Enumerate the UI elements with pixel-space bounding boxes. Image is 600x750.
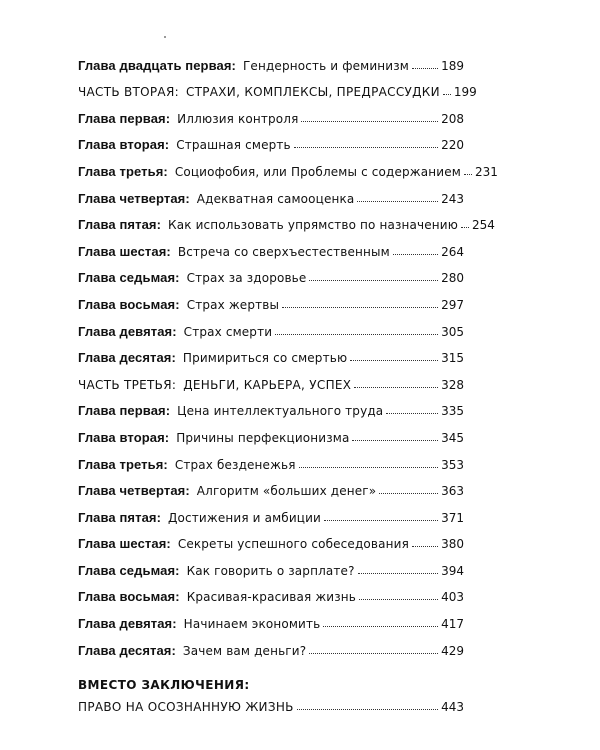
entry-page-number: 208 bbox=[441, 111, 464, 126]
dot-leader bbox=[354, 387, 438, 388]
dot-leader bbox=[352, 440, 438, 441]
toc-chapter-entry[interactable] bbox=[78, 206, 495, 233]
toc-part-entry[interactable] bbox=[78, 365, 464, 392]
entry-page-number: 335 bbox=[441, 404, 464, 419]
toc-list bbox=[78, 46, 498, 658]
dot-leader bbox=[412, 68, 438, 69]
entry-title: Страх безденежья bbox=[174, 457, 296, 472]
entry-page-number: 353 bbox=[441, 457, 464, 472]
toc-chapter-entry[interactable] bbox=[78, 498, 464, 525]
toc-chapter-entry[interactable] bbox=[78, 525, 464, 552]
entry-label: Глава девятая: bbox=[78, 323, 177, 339]
toc-chapter-entry[interactable] bbox=[78, 445, 464, 472]
entry-title: Начинаем экономить bbox=[183, 617, 321, 632]
dot-leader bbox=[359, 599, 438, 600]
entry-title: Гендерность и феминизм bbox=[242, 58, 409, 73]
dot-leader bbox=[323, 626, 438, 627]
toc-closing-section bbox=[78, 678, 464, 714]
entry-page-number: 280 bbox=[441, 271, 464, 286]
toc-chapter-entry[interactable] bbox=[78, 259, 464, 286]
entry-title: Адекватная самооценка bbox=[196, 191, 355, 206]
toc-chapter-entry[interactable] bbox=[78, 604, 464, 631]
dot-leader bbox=[461, 227, 469, 228]
entry-page-number: 199 bbox=[453, 85, 477, 100]
entry-label: Глава двадцать первая: bbox=[78, 57, 236, 73]
toc-chapter-entry[interactable] bbox=[78, 551, 464, 578]
dot-leader bbox=[294, 147, 438, 148]
toc-chapter-entry[interactable] bbox=[78, 578, 464, 605]
entry-label: Глава девятая: bbox=[78, 616, 177, 632]
entry-title: Иллюзия контроля bbox=[177, 111, 299, 126]
entry-page-number: 220 bbox=[441, 138, 464, 153]
entry-page-number: 189 bbox=[441, 58, 464, 73]
toc-chapter-entry[interactable] bbox=[78, 46, 464, 73]
toc-part-entry[interactable] bbox=[78, 73, 477, 100]
entry-title: Достижения и амбиции bbox=[168, 510, 321, 525]
entry-label: Глава вторая: bbox=[78, 137, 170, 153]
dot-leader bbox=[275, 334, 438, 335]
entry-title: Алгоритм «больших денег» bbox=[196, 484, 377, 499]
entry-page-number: 264 bbox=[441, 244, 464, 259]
entry-page-number: 345 bbox=[441, 430, 464, 445]
entry-page-number: 394 bbox=[441, 563, 464, 578]
dot-leader bbox=[282, 307, 438, 308]
dot-leader bbox=[386, 413, 438, 414]
dot-leader bbox=[393, 254, 438, 255]
entry-label: Глава первая: bbox=[78, 403, 171, 419]
dot-leader bbox=[443, 94, 451, 95]
entry-title: Как использовать упрямство по назначению bbox=[168, 218, 458, 233]
dot-leader bbox=[379, 493, 438, 494]
entry-label: ЧАСТЬ ТРЕТЬЯ: bbox=[78, 377, 177, 392]
entry-page-number: 417 bbox=[441, 617, 464, 632]
closing-heading: ВМЕСТО ЗАКЛЮЧЕНИЯ: bbox=[78, 678, 250, 692]
entry-label: Глава восьмая: bbox=[78, 589, 180, 605]
entry-page-number: 429 bbox=[441, 643, 464, 658]
toc-chapter-entry[interactable] bbox=[78, 152, 498, 179]
entry-title: Встреча со сверхъестественным bbox=[177, 244, 390, 259]
dot-leader bbox=[297, 709, 438, 710]
entry-title: Примириться со смертью bbox=[182, 351, 348, 366]
entry-title: Социофобия, или Проблемы с содержанием bbox=[174, 164, 461, 179]
entry-page-number: 328 bbox=[441, 377, 464, 392]
entry-title: ДЕНЬГИ, КАРЬЕРА, УСПЕХ bbox=[183, 377, 352, 392]
entry-page-number: 305 bbox=[441, 324, 464, 339]
entry-label: Глава седьмая: bbox=[78, 270, 180, 286]
closing-page-number: 443 bbox=[441, 700, 464, 714]
dot-leader bbox=[301, 121, 438, 122]
entry-title: Красивая-красивая жизнь bbox=[186, 590, 356, 605]
entry-page-number: 380 bbox=[441, 537, 464, 552]
toc-chapter-entry[interactable] bbox=[78, 418, 464, 445]
entry-title: Цена интеллектуального труда bbox=[177, 404, 384, 419]
dot-leader bbox=[357, 201, 438, 202]
stray-mark bbox=[164, 36, 166, 38]
dot-leader bbox=[309, 280, 438, 281]
entry-title: СТРАХИ, КОМПЛЕКСЫ, ПРЕДРАССУДКИ bbox=[185, 85, 440, 100]
entry-page-number: 363 bbox=[441, 484, 464, 499]
entry-label: Глава пятая: bbox=[78, 217, 162, 233]
entry-label: Глава восьмая: bbox=[78, 296, 180, 312]
entry-label: Глава вторая: bbox=[78, 429, 170, 445]
entry-title: Зачем вам деньги? bbox=[182, 643, 307, 658]
toc-chapter-entry[interactable] bbox=[78, 312, 464, 339]
entry-label: Глава пятая: bbox=[78, 509, 162, 525]
closing-title: ПРАВО НА ОСОЗНАННУЮ ЖИЗНЬ bbox=[78, 700, 294, 714]
toc-chapter-entry[interactable] bbox=[78, 472, 464, 499]
entry-page-number: 297 bbox=[441, 297, 464, 312]
entry-page-number: 231 bbox=[474, 164, 498, 179]
entry-title: Страх смерти bbox=[183, 324, 273, 339]
entry-title: Как говорить о зарплате? bbox=[186, 563, 355, 578]
entry-label: Глава седьмая: bbox=[78, 562, 180, 578]
entry-label: Глава четвертая: bbox=[78, 483, 190, 499]
toc-chapter-entry[interactable] bbox=[78, 232, 464, 259]
toc-chapter-entry[interactable] bbox=[78, 392, 464, 419]
closing-entry[interactable] bbox=[78, 694, 464, 714]
entry-label: Глава четвертая: bbox=[78, 190, 190, 206]
toc-chapter-entry[interactable] bbox=[78, 339, 464, 366]
dot-leader bbox=[299, 467, 438, 468]
toc-chapter-entry[interactable] bbox=[78, 179, 464, 206]
entry-label: Глава шестая: bbox=[78, 243, 171, 259]
entry-title: Страх жертвы bbox=[186, 297, 280, 312]
toc-chapter-entry[interactable] bbox=[78, 126, 464, 153]
toc-chapter-entry[interactable] bbox=[78, 285, 464, 312]
entry-title: Страх за здоровье bbox=[186, 271, 307, 286]
entry-page-number: 315 bbox=[441, 351, 464, 366]
entry-title: Причины перфекционизма bbox=[176, 430, 350, 445]
dot-leader bbox=[412, 546, 438, 547]
entry-page-number: 243 bbox=[441, 191, 464, 206]
dot-leader bbox=[464, 174, 472, 175]
entry-page-number: 254 bbox=[471, 218, 495, 233]
entry-label: Глава первая: bbox=[78, 110, 171, 126]
entry-label: Глава десятая: bbox=[78, 350, 176, 366]
entry-title: Секреты успешного собеседования bbox=[177, 537, 409, 552]
entry-label: ЧАСТЬ ВТОРАЯ: bbox=[78, 85, 179, 100]
entry-title: Страшная смерть bbox=[176, 138, 291, 153]
toc-chapter-entry[interactable] bbox=[78, 99, 464, 126]
dot-leader bbox=[350, 360, 438, 361]
dot-leader bbox=[309, 653, 438, 654]
toc-chapter-entry[interactable] bbox=[78, 631, 464, 658]
dot-leader bbox=[358, 573, 439, 574]
entry-label: Глава шестая: bbox=[78, 536, 171, 552]
entry-label: Глава третья: bbox=[78, 163, 168, 179]
entry-page-number: 371 bbox=[441, 510, 464, 525]
entry-label: Глава третья: bbox=[78, 456, 168, 472]
entry-label: Глава десятая: bbox=[78, 642, 176, 658]
entry-page-number: 403 bbox=[441, 590, 464, 605]
dot-leader bbox=[324, 520, 438, 521]
